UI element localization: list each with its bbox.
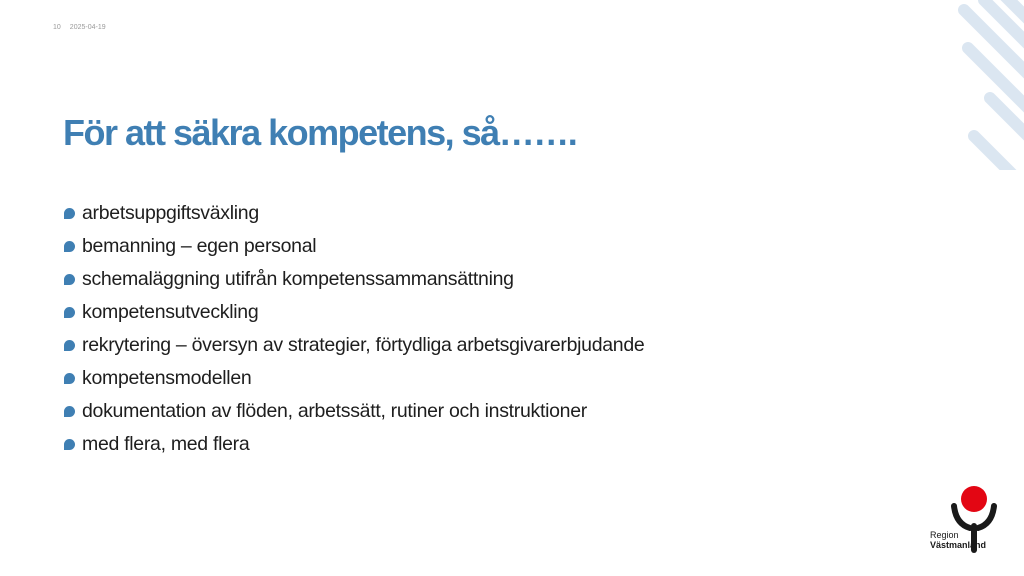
bullet-icon: [64, 208, 75, 219]
bullet-item: [64, 362, 644, 395]
bullet-item: [64, 263, 644, 296]
bullet-icon: [64, 340, 75, 351]
bullet-item: [64, 230, 644, 263]
bullet-item: [64, 395, 644, 428]
bullet-text: rekrytering – översyn av strategier, förtydliga arbetsgivarerbjudande: [82, 334, 645, 356]
bullet-icon: [64, 241, 75, 252]
slide-number: 10: [53, 24, 61, 31]
bullet-list: [64, 197, 644, 461]
bullet-text: bemanning – egen personal: [82, 235, 317, 257]
slide-meta: [53, 24, 106, 31]
bullet-item: [64, 197, 644, 230]
bullet-icon: [64, 307, 75, 318]
bullet-item: [64, 428, 644, 461]
bullet-item: [64, 329, 644, 362]
bullet-icon: [64, 373, 75, 384]
bullet-icon: [64, 439, 75, 450]
decorative-stripes: [954, 0, 1024, 170]
slide-date: 2025-04-19: [69, 24, 106, 31]
logo-line2: Västmanland: [930, 540, 987, 550]
bullet-text: kompetensutveckling: [82, 301, 259, 323]
bullet-icon: [64, 406, 75, 417]
bullet-text: kompetensmodellen: [82, 367, 252, 389]
logo-wordmark: [930, 530, 986, 550]
bullet-text: arbetsuppgiftsväxling: [82, 202, 259, 224]
bullet-icon: [64, 274, 75, 285]
logo-line1: Region: [930, 530, 959, 540]
slide-title: För att säkra kompetens, så…….: [63, 112, 577, 153]
bullet-text: dokumentation av flöden, arbetssätt, rutiner och instruktioner: [82, 400, 587, 422]
bullet-text: schemaläggning utifrån kompetenssammansättning: [82, 268, 514, 290]
bullet-text: med flera, med flera: [82, 433, 250, 455]
bullet-item: [64, 296, 644, 329]
